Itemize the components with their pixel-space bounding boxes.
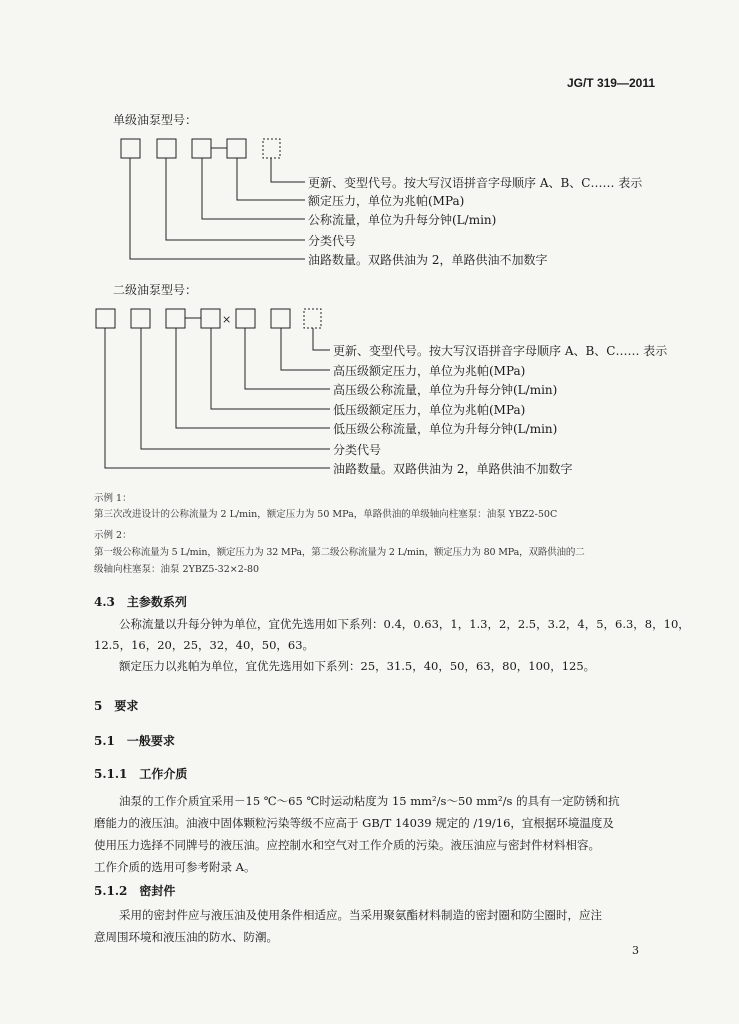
- section-5-1-1-heading: 5.1.1 工作介质: [94, 767, 188, 781]
- two-stage-title: 二级油泵型号：: [113, 283, 198, 297]
- sec-4-3-p1-line2: 12.5，16，20，25，32，40，50，63。: [94, 638, 315, 652]
- sec-5-1-1-line4: 工作介质的选用可参考附录 A。: [94, 860, 256, 874]
- two-legend-low-pressure: 低压级额定压力，单位为兆帕(MPa): [333, 403, 526, 417]
- sec-5-1-2-line2: 意周围环境和液压油的防水、防潮。: [94, 930, 278, 944]
- two-legend-high-pressure: 高压级额定压力，单位为兆帕(MPa): [333, 364, 526, 378]
- section-4-3-heading: 4.3 主参数系列: [94, 595, 187, 609]
- single-legend-pressure: 额定压力，单位为兆帕(MPa): [308, 194, 465, 208]
- example-2-label: 示例 2：: [94, 530, 132, 541]
- times-symbol: ×: [222, 313, 232, 326]
- sec-5-1-2-line1: 采用的密封件应与液压油及使用条件相适应。当采用聚氨酯材料制造的密封圈和防尘圈时，应注: [119, 908, 602, 922]
- sec-5-1-1-line2: 磨能力的液压油。油液中固体颗粒污染等级不应高于 GB/T 14039 规定的 /19/16，宜根据环境温度及: [94, 816, 614, 830]
- box-nominal-flow: [192, 139, 211, 158]
- two-legend-routes: 油路数量。双路供油为 2，单路供油不加数字: [333, 462, 573, 476]
- two-legend-low-flow: 低压级公称流量，单位为升每分钟(L/min): [333, 422, 558, 436]
- box-route-count: [121, 139, 140, 158]
- two-stage-boxes: [96, 309, 330, 468]
- sec-5-1-1-line3: 使用压力选择不同牌号的液压油。应控制水和空气对工作介质的污染。液压油应与密封件材料相容。: [94, 838, 600, 852]
- sec-5-1-1-line1: 油泵的工作介质宜采用－15 ℃～65 ℃时运动粘度为 15 mm²/s～50 mm²/s 的具有一定防锈和抗: [119, 794, 620, 808]
- example-1-label: 示例 1：: [94, 493, 132, 504]
- single-legend-variant: 更新、变型代号。按大写汉语拼音字母顺序 A、B、C…… 表示: [308, 176, 643, 190]
- example-2-line2: 级轴向柱塞泵：油泵 2YBZ5-32×2-80: [94, 564, 260, 575]
- sec-4-3-p2: 额定压力以兆帕为单位，宜优先选用如下系列：25，31.5，40，50，63，80，100，125。: [119, 659, 596, 673]
- box-category-code: [157, 139, 176, 158]
- two-legend-high-flow: 高压级公称流量，单位为升每分钟(L/min): [333, 383, 558, 397]
- single-legend-routes: 油路数量。双路供油为 2，单路供油不加数字: [308, 253, 548, 267]
- single-legend-category: 分类代号: [308, 234, 357, 248]
- page-number: 3: [632, 944, 639, 957]
- example-2-line1: 第一级公称流量为 5 L/min，额定压力为 32 MPa，第二级公称流量为 2 L/min，额定压力为 80 MPa，双路供油的二: [94, 547, 585, 558]
- sec-4-3-p1-line1: 公称流量以升每分钟为单位，宜优先选用如下系列：0.4，0.63，1，1.3，2，2.5，3.2，4，5，6.3，8，10，: [119, 617, 690, 631]
- example-1-text: 第三次改进设计的公称流量为 2 L/min，额定压力为 50 MPa，单路供油的单级轴向柱塞泵：油泵 YBZ2-50C: [94, 509, 558, 520]
- section-5-1-heading: 5.1 一般要求: [94, 734, 175, 748]
- box-rated-pressure: [227, 139, 246, 158]
- two-legend-category: 分类代号: [333, 443, 382, 457]
- section-5-1-2-heading: 5.1.2 密封件: [94, 884, 176, 898]
- standard-number: JG/T 319—2011: [566, 76, 655, 90]
- section-5-heading: 5 要求: [94, 699, 139, 713]
- box-variant-code: [263, 139, 280, 158]
- single-legend-flow: 公称流量，单位为升每分钟(L/min): [308, 213, 497, 227]
- single-stage-title: 单级油泵型号：: [113, 113, 198, 127]
- two-legend-variant: 更新、变型代号。按大写汉语拼音字母顺序 A、B、C…… 表示: [333, 344, 668, 358]
